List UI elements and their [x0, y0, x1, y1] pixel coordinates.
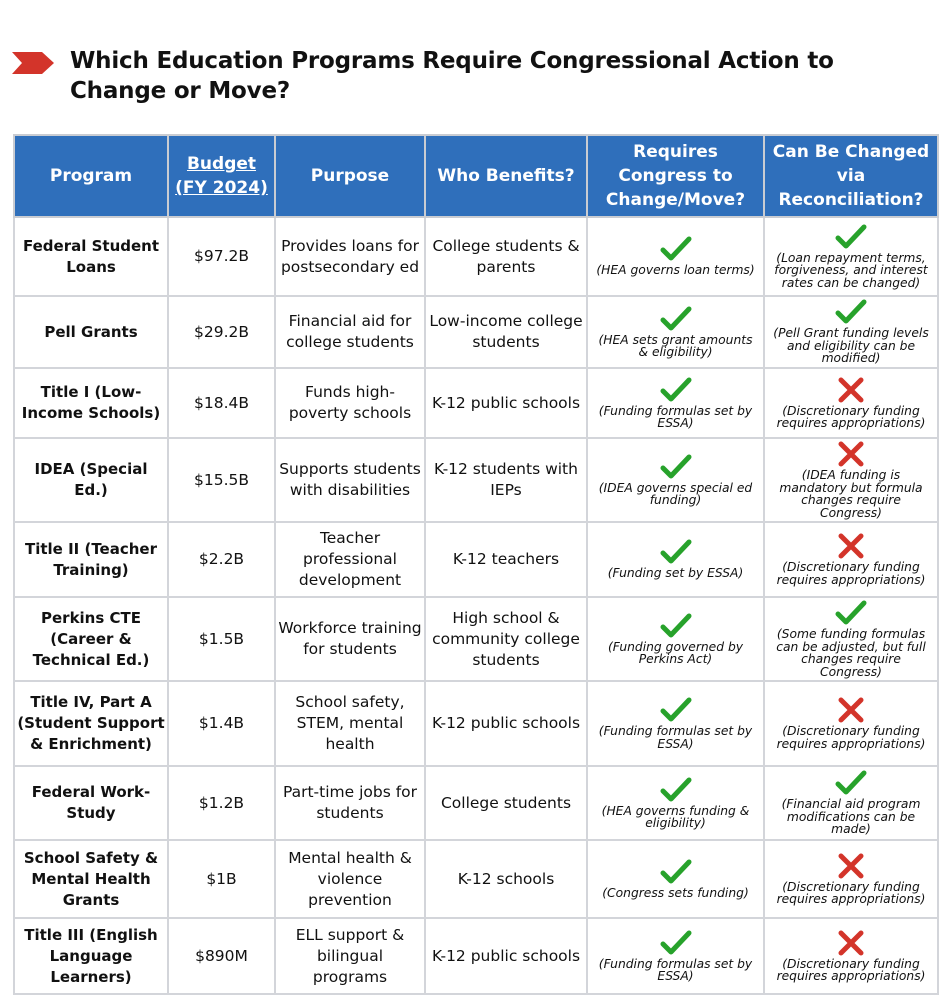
- budget-cell: $29.2B: [168, 296, 275, 368]
- title-row: [12, 46, 932, 106]
- who-benefits-cell: K-12 public schools: [425, 681, 587, 766]
- requires-congress-cell: [587, 918, 764, 994]
- who-benefits-cell: Low-income college students: [425, 296, 587, 368]
- table-row: [14, 766, 938, 840]
- reconciliation-note: (Discretionary funding requires appropriations): [776, 724, 926, 751]
- cross-icon: [838, 930, 864, 956]
- purpose-cell: School safety, STEM, mental health: [275, 681, 425, 766]
- table-row: [14, 681, 938, 766]
- chevron-arrow-icon: [12, 52, 54, 74]
- program-cell: Title I (Low-Income Schools): [14, 368, 168, 438]
- budget-cell: $2.2B: [168, 522, 275, 597]
- table-row: [14, 217, 938, 296]
- budget-cell: $18.4B: [168, 368, 275, 438]
- budget-cell: $15.5B: [168, 438, 275, 522]
- table-header-row: [14, 135, 938, 217]
- header-requires-congress: Requires Congress to Change/Move?: [587, 135, 764, 217]
- table-row: [14, 918, 938, 994]
- header-reconciliation: Can Be Changed via Reconciliation?: [764, 135, 938, 217]
- budget-cell: $1.4B: [168, 681, 275, 766]
- reconciliation-cell: [764, 681, 938, 766]
- cross-icon: [838, 441, 864, 467]
- purpose-cell: Mental health & violence prevention: [275, 840, 425, 918]
- reconciliation-note: (IDEA funding is mandatory but formula changes require Congress): [779, 468, 923, 520]
- requires-congress-cell: [587, 296, 764, 368]
- requires-congress-note: (Congress sets funding): [602, 885, 749, 900]
- program-cell: Pell Grants: [14, 296, 168, 368]
- page-title: Which Education Programs Require Congressional Action to Change or Move?: [70, 48, 834, 104]
- table-row: [14, 597, 938, 681]
- header-who-benefits: Who Benefits?: [425, 135, 587, 217]
- table-row: [14, 438, 938, 522]
- program-cell: Title IV, Part A (Student Support & Enrichment): [14, 681, 168, 766]
- cross-icon: [838, 533, 864, 559]
- who-benefits-cell: College students & parents: [425, 217, 587, 296]
- check-icon: [660, 306, 692, 332]
- purpose-cell: Provides loans for postsecondary ed: [275, 217, 425, 296]
- check-icon: [835, 600, 867, 626]
- reconciliation-note: (Discretionary funding requires appropriations): [776, 560, 926, 587]
- reconciliation-cell: [764, 522, 938, 597]
- purpose-cell: Funds high-poverty schools: [275, 368, 425, 438]
- check-icon: [660, 697, 692, 723]
- table-row: [14, 840, 938, 918]
- budget-cell: $1.2B: [168, 766, 275, 840]
- requires-congress-cell: [587, 438, 764, 522]
- reconciliation-note: (Financial aid program modifications can be made): [781, 797, 921, 837]
- check-icon: [660, 539, 692, 565]
- purpose-cell: Financial aid for college students: [275, 296, 425, 368]
- purpose-cell: Part-time jobs for students: [275, 766, 425, 840]
- header-budget: [168, 135, 275, 217]
- check-icon: [660, 377, 692, 403]
- requires-congress-note: (Funding formulas set by ESSA): [598, 403, 753, 430]
- check-icon: [660, 777, 692, 803]
- who-benefits-cell: K-12 public schools: [425, 368, 587, 438]
- requires-congress-note: (Funding formulas set by ESSA): [598, 956, 753, 983]
- requires-congress-cell: [587, 368, 764, 438]
- check-icon: [835, 299, 867, 325]
- reconciliation-note: (Discretionary funding requires appropriations): [776, 403, 926, 430]
- check-icon: [835, 770, 867, 796]
- program-cell: Federal Student Loans: [14, 217, 168, 296]
- program-cell: Title II (Teacher Training): [14, 522, 168, 597]
- table-row: [14, 522, 938, 597]
- program-cell: Federal Work-Study: [14, 766, 168, 840]
- check-icon: [660, 454, 692, 480]
- reconciliation-cell: [764, 296, 938, 368]
- requires-congress-note: (IDEA governs special ed funding): [598, 480, 753, 507]
- budget-cell: $1.5B: [168, 597, 275, 681]
- who-benefits-cell: K-12 teachers: [425, 522, 587, 597]
- reconciliation-cell: [764, 597, 938, 681]
- cross-icon: [838, 377, 864, 403]
- reconciliation-cell: [764, 368, 938, 438]
- program-cell: Title III (English Language Learners): [14, 918, 168, 994]
- cross-icon: [838, 853, 864, 879]
- check-icon: [660, 236, 692, 262]
- reconciliation-cell: [764, 217, 938, 296]
- requires-congress-note: (HEA governs funding & eligibility): [601, 803, 750, 830]
- check-icon: [835, 224, 867, 250]
- requires-congress-note: (HEA sets grant amounts & eligibility): [598, 332, 753, 359]
- reconciliation-note: (Discretionary funding requires appropriations): [776, 879, 926, 906]
- requires-congress-note: (Funding governed by Perkins Act): [607, 639, 744, 666]
- who-benefits-cell: K-12 public schools: [425, 918, 587, 994]
- program-cell: Perkins CTE (Career & Technical Ed.): [14, 597, 168, 681]
- who-benefits-cell: K-12 students with IEPs: [425, 438, 587, 522]
- reconciliation-note: (Pell Grant funding levels and eligibility can be modified): [773, 326, 929, 366]
- cross-icon: [838, 697, 864, 723]
- requires-congress-note: (HEA governs loan terms): [596, 263, 755, 278]
- requires-congress-cell: [587, 522, 764, 597]
- check-icon: [660, 613, 692, 639]
- who-benefits-cell: High school & community college students: [425, 597, 587, 681]
- reconciliation-note: (Loan repayment terms, forgiveness, and interest rates can be changed): [774, 250, 928, 290]
- requires-congress-cell: [587, 217, 764, 296]
- requires-congress-note: (Funding set by ESSA): [607, 566, 744, 581]
- check-icon: [660, 930, 692, 956]
- purpose-cell: Supports students with disabilities: [275, 438, 425, 522]
- purpose-cell: Teacher professional development: [275, 522, 425, 597]
- header-budget-line2: (FY 2024): [175, 178, 268, 198]
- requires-congress-cell: [587, 840, 764, 918]
- requires-congress-note: (Funding formulas set by ESSA): [598, 724, 753, 751]
- purpose-cell: ELL support & bilingual programs: [275, 918, 425, 994]
- reconciliation-note: (Discretionary funding requires appropriations): [776, 956, 926, 983]
- budget-cell: $1B: [168, 840, 275, 918]
- reconciliation-note: (Some funding formulas can be adjusted, but full changes require Congress): [776, 627, 926, 679]
- reconciliation-cell: [764, 840, 938, 918]
- budget-cell: $890M: [168, 918, 275, 994]
- table-row: [14, 296, 938, 368]
- requires-congress-cell: [587, 597, 764, 681]
- header-program: Program: [14, 135, 168, 217]
- budget-cell: $97.2B: [168, 217, 275, 296]
- purpose-cell: Workforce training for students: [275, 597, 425, 681]
- reconciliation-cell: [764, 766, 938, 840]
- header-purpose: Purpose: [275, 135, 425, 217]
- who-benefits-cell: K-12 schools: [425, 840, 587, 918]
- table-row: [14, 368, 938, 438]
- check-icon: [660, 859, 692, 885]
- reconciliation-cell: [764, 438, 938, 522]
- requires-congress-cell: [587, 766, 764, 840]
- who-benefits-cell: College students: [425, 766, 587, 840]
- header-budget-line1: Budget: [186, 154, 257, 174]
- program-cell: School Safety & Mental Health Grants: [14, 840, 168, 918]
- programs-table: [13, 134, 939, 995]
- program-cell: IDEA (Special Ed.): [14, 438, 168, 522]
- requires-congress-cell: [587, 681, 764, 766]
- reconciliation-cell: [764, 918, 938, 994]
